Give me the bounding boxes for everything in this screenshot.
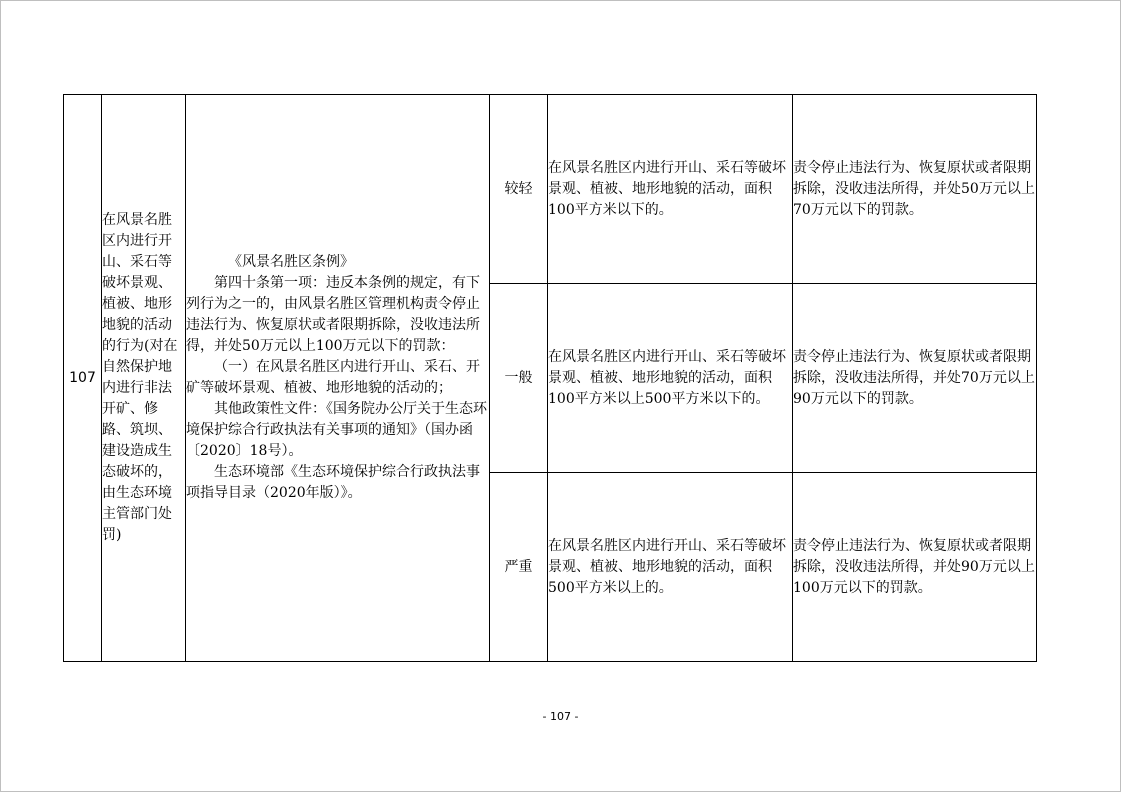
violation-item: 在风景名胜区内进行开山、采石等破坏景观、植被、地形地貌的活动的行为(对在自然保护地内进行非法开矿、修路、筑坝、建设造成生态破坏的，由生态环境主管部门处罚) (102, 95, 186, 662)
severity-level: 一般 (490, 284, 548, 473)
row-number: 107 (64, 95, 102, 662)
penalty-standard: 责令停止违法行为、恢复原状或者限期拆除，没收违法所得，并处70万元以上90万元以下的罚款。 (793, 284, 1037, 473)
legal-basis (186, 95, 490, 662)
severity-level: 较轻 (490, 95, 548, 284)
severity-condition: 在风景名胜区内进行开山、采石等破坏景观、植被、地形地貌的活动，面积500平方米以上的。 (548, 473, 793, 662)
severity-level: 严重 (490, 473, 548, 662)
basis-paragraph: 第四十条第一项：违反本条例的规定，有下列行为之一的，由风景名胜区管理机构责令停止违法行为、恢复原状或者限期拆除，没收违法所得，并处50万元以上100万元以下的罚款： (186, 275, 480, 354)
penalty-standard: 责令停止违法行为、恢复原状或者限期拆除，没收违法所得，并处90万元以上100万元以下的罚款。 (793, 473, 1037, 662)
severity-condition: 在风景名胜区内进行开山、采石等破坏景观、植被、地形地貌的活动，面积100平方米以上500平方米以下的。 (548, 284, 793, 473)
table-row (64, 95, 1037, 284)
severity-condition: 在风景名胜区内进行开山、采石等破坏景观、植被、地形地貌的活动，面积100平方米以下的。 (548, 95, 793, 284)
basis-paragraph: （一）在风景名胜区内进行开山、采石、开矿等破坏景观、植被、地形地貌的活动的； (186, 359, 480, 396)
basis-paragraph: 其他政策性文件：《国务院办公厅关于生态环境保护综合行政执法有关事项的通知》（国办函〔2020〕18号）。 (186, 401, 487, 459)
page-number: - 107 - (542, 710, 579, 723)
penalty-standard: 责令停止违法行为、恢复原状或者限期拆除，没收违法所得，并处50万元以上70万元以下的罚款。 (793, 95, 1037, 284)
penalty-table (63, 94, 1037, 662)
basis-paragraph: 生态环境部《生态环境保护综合行政执法事项指导目录（2020年版）》。 (186, 464, 480, 501)
basis-paragraph: 《风景名胜区条例》 (228, 254, 354, 270)
